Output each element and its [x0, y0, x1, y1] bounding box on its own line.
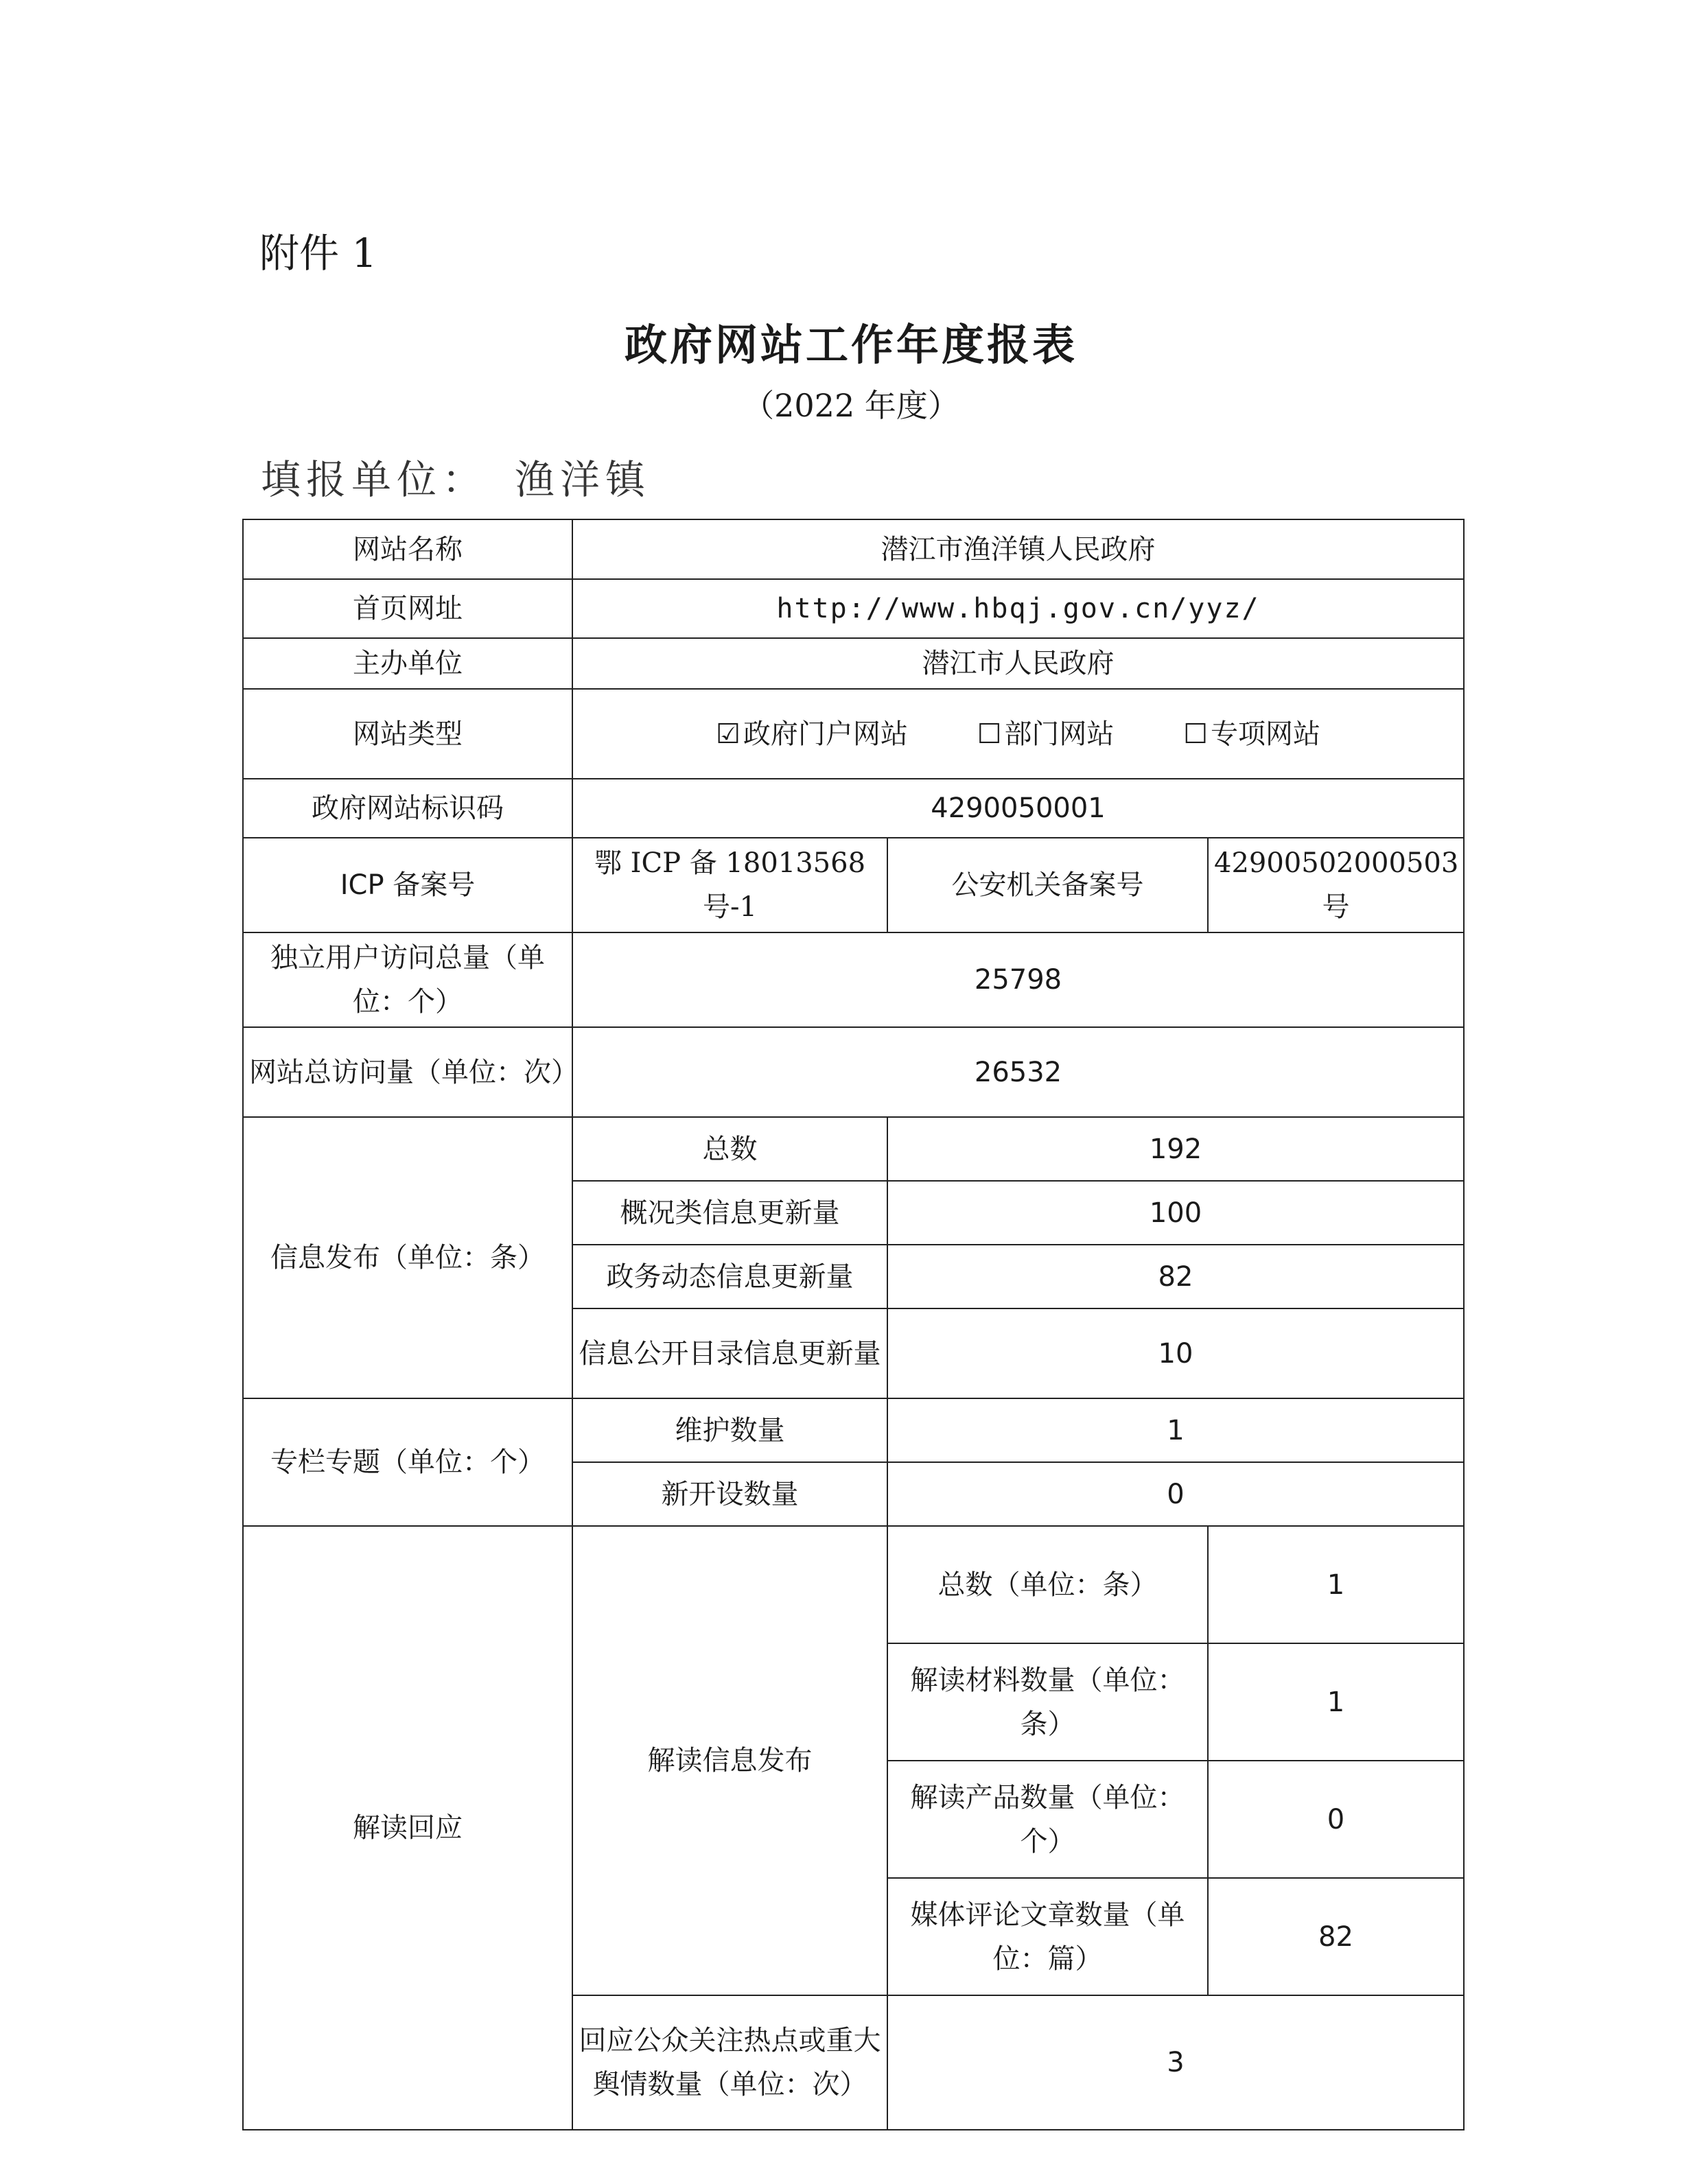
cell-label: 解读材料数量（单位：条） [887, 1643, 1208, 1761]
reporting-unit-label: 填报单位： [261, 456, 488, 503]
attachment-label: 附件 1 [259, 230, 377, 277]
unchecked-box-icon: ☐ [1183, 718, 1209, 750]
cell-section-label: 解读回应 [243, 1526, 572, 2130]
cell-uv: 25798 [572, 932, 1464, 1027]
cell-label: 独立用户访问总量（单位：个） [243, 932, 572, 1027]
table-row [243, 932, 1464, 1027]
table-row [243, 519, 1464, 579]
unchecked-box-icon: ☐ [977, 718, 1002, 750]
table-row [243, 689, 1464, 779]
table-row [243, 638, 1464, 689]
cell-value: 10 [887, 1308, 1464, 1398]
cell-value: 0 [1208, 1761, 1464, 1878]
cell-label: 回应公众关注热点或重大舆情数量（单位：次） [572, 1995, 887, 2130]
cell-value: 82 [887, 1245, 1464, 1308]
cell-label: 总数（单位：条） [887, 1526, 1208, 1643]
cell-pv: 26532 [572, 1027, 1464, 1117]
cell-label: 网站名称 [243, 519, 572, 579]
cell-label: 公安机关备案号 [887, 838, 1208, 932]
cell-site-type [572, 689, 1464, 779]
cell-label: 维护数量 [572, 1398, 887, 1462]
report-year: （2022 年度） [743, 387, 959, 424]
table-row [243, 1027, 1464, 1117]
cell-label: 首页网址 [243, 579, 572, 638]
cell-host: 潜江市人民政府 [572, 638, 1464, 689]
cell-label: 解读产品数量（单位：个） [887, 1761, 1208, 1878]
cell-value: 1 [1208, 1526, 1464, 1643]
option-label: 政府门户网站 [743, 718, 908, 750]
cell-homepage-url: http://www.hbqj.gov.cn/yyz/ [572, 579, 1464, 638]
cell-section-label: 信息发布（单位：条） [243, 1117, 572, 1398]
table-row [243, 779, 1464, 838]
table-row [243, 579, 1464, 638]
option-label: 专项网站 [1211, 718, 1321, 750]
table-row [243, 1117, 1464, 1181]
cell-label: 主办单位 [243, 638, 572, 689]
cell-id-code: 4290050001 [572, 779, 1464, 838]
cell-value: 82 [1208, 1878, 1464, 1995]
cell-label: 网站类型 [243, 689, 572, 779]
checked-box-icon: ☑ [716, 718, 741, 750]
cell-police-record: 42900502000503 号 [1208, 838, 1464, 932]
cell-site-name: 潜江市渔洋镇人民政府 [572, 519, 1464, 579]
cell-label: 政府网站标识码 [243, 779, 572, 838]
reporting-unit [261, 447, 651, 505]
site-type-option [1183, 712, 1320, 756]
cell-label: 信息公开目录信息更新量 [572, 1308, 887, 1398]
cell-subsection-label: 解读信息发布 [572, 1526, 887, 1995]
cell-value: 0 [887, 1462, 1464, 1526]
site-type-option [977, 712, 1115, 756]
report-table [242, 519, 1465, 2130]
site-type-option [716, 712, 908, 756]
table-row [243, 1398, 1464, 1462]
cell-label: 政务动态信息更新量 [572, 1245, 887, 1308]
cell-label: 新开设数量 [572, 1462, 887, 1526]
cell-label: 网站总访问量（单位：次） [243, 1027, 572, 1117]
cell-label: 概况类信息更新量 [572, 1181, 887, 1245]
cell-value: 1 [887, 1398, 1464, 1462]
option-label: 部门网站 [1004, 718, 1115, 750]
reporting-unit-value: 渔洋镇 [515, 456, 651, 503]
cell-label: 媒体评论文章数量（单位：篇） [887, 1878, 1208, 1995]
cell-value: 1 [1208, 1643, 1464, 1761]
cell-value: 3 [887, 1995, 1464, 2130]
table-row [243, 838, 1464, 932]
cell-section-label: 专栏专题（单位：个） [243, 1398, 572, 1526]
cell-icp: 鄂 ICP 备 18013568 号-1 [572, 838, 887, 932]
cell-label: 总数 [572, 1117, 887, 1181]
cell-value: 192 [887, 1117, 1464, 1181]
table-row [243, 1526, 1464, 1643]
cell-label: ICP 备案号 [243, 838, 572, 932]
report-title: 政府网站工作年度报表 [624, 320, 1077, 370]
cell-value: 100 [887, 1181, 1464, 1245]
